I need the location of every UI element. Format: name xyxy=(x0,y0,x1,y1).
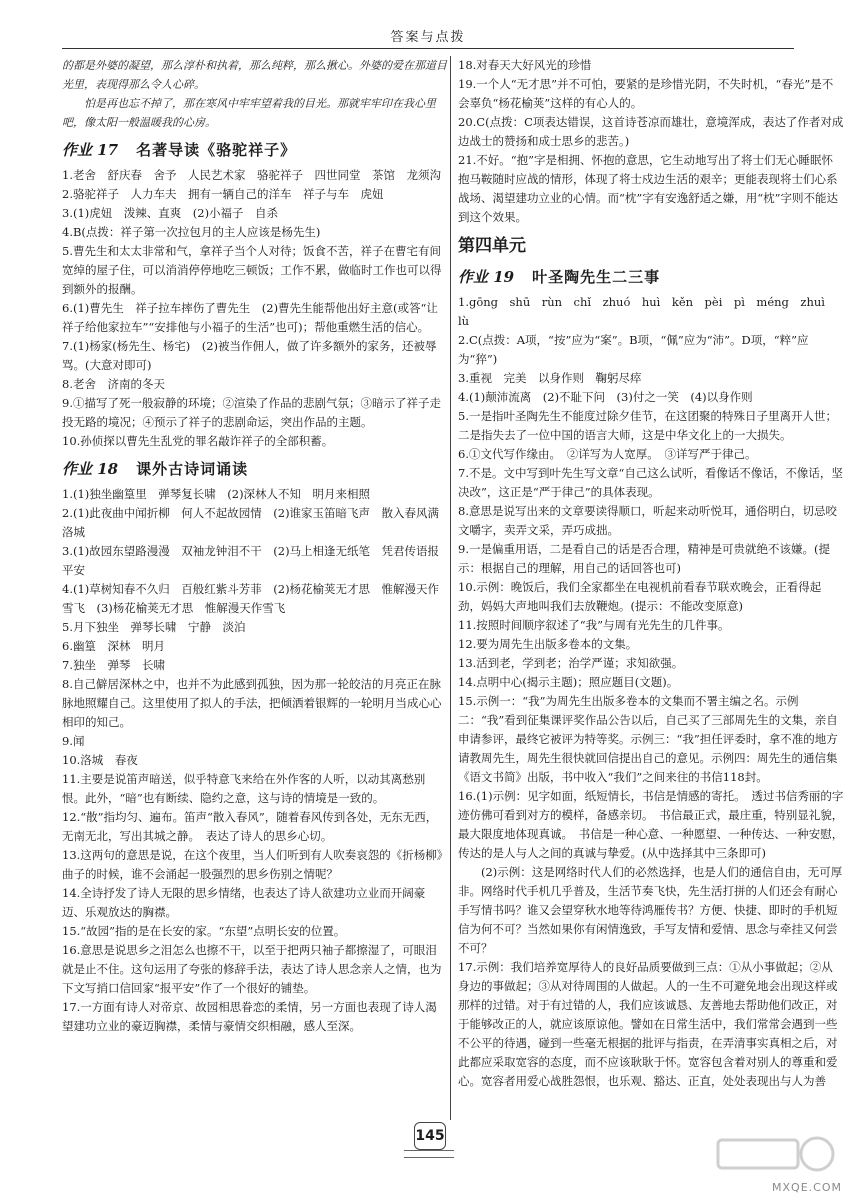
answer-list xyxy=(62,166,448,451)
answer-item: 20.C(点拨：C项表达错误，这首诗苍凉而雄壮，意境浑成，表达了作者对成边战士的赞扬和成士思乡的悲苦。) xyxy=(458,115,844,148)
answer-item: 2.C(点拨：A项，“按”应为“案”。B项，“佩”应为“沛”。D项，“粹”应为“猝”) xyxy=(458,333,809,366)
answer-item: 7.独坐 弹琴 长啸 xyxy=(62,658,165,672)
answer-item: 2.骆驼祥子 人力车夫 拥有一辆自己的洋车 祥子与车 虎妞 xyxy=(62,187,384,201)
answer-item: 13.活到老，学到老；治学严谨；求知欲强。 xyxy=(458,656,684,670)
answer-item: 6.幽篁 深林 明月 xyxy=(62,639,165,653)
answer-list xyxy=(458,56,844,227)
answer-item: 1.gōng shū rùn chǐ zhuó huì kěn pèi pì méng zhuì lù xyxy=(458,295,837,328)
answer-item: 8.自己僻居深林之中，也并不为此感到孤独，因为那一轮皎洁的月亮正在脉脉地照耀自己。这里使用了拟人的手法，把倾洒着银辉的一轮明月当成心心相印的知己。 xyxy=(62,677,442,729)
answer-item: 5.曹先生和太太非常和气，拿祥子当个人对待；饭食不苦，祥子在曹宅有间宽绰的屋子住，可以消消停停地吃三顿饭；工作不累，做临时工作也可以得到额外的报酬。 xyxy=(62,244,442,296)
answer-item: 8.意思是说写出来的文章要读得顺口，听起来动听悦耳，通俗明白，切忌咬文嚼字，卖弄文采，弄巧成拙。 xyxy=(458,504,837,537)
answer-item: 5.一是指叶圣陶先生不能度过除夕佳节，在这团聚的特殊日子里离开人世；二是指失去了一位中国的语言大师，这是中华文化上的一大损失。 xyxy=(458,409,837,442)
essay-paragraph: 的都是外婆的凝望，那么淳朴和执着，那么纯粹，那么揪心。外婆的爱在那道目光里，表现得那么令人心碎。 xyxy=(62,59,447,91)
left-column xyxy=(62,56,448,1036)
homework-title: 课外古诗词诵读 xyxy=(136,460,249,478)
essay-paragraph: 怕是再也忘不掉了，那在寒风中牢牢望着我的目光。那就牢牢印在我心里吧，像太阳一般温暖我的心房。 xyxy=(62,97,436,129)
header-title: 答案与点拨 xyxy=(390,30,466,45)
answer-item: 15.“故园”指的是在长安的家。“东望”点明长安的位置。 xyxy=(62,924,346,938)
answer-item: 3.重视 完美 以身作则 鞠躬尽瘁 xyxy=(458,371,642,385)
answer-item: 9.①描写了死一般寂静的环境；②渲染了作品的悲剧气氛；③暗示了祥子走投无路的境况；④预示了祥子的悲剧命运，突出作品的主题。 xyxy=(62,396,441,429)
answer-item: 19.一个人“无才思”并不可怕，要紧的是珍惜光阴，不失时机，“春光”是不会辜负“杨花榆荚”这样的有心人的。 xyxy=(458,77,834,110)
answer-item: 9.闻 xyxy=(62,734,85,748)
answer-item: 3.(1)故园东望路漫漫 双袖龙钟泪不干 (2)马上相逢无纸笔 凭君传语报平安 xyxy=(62,544,440,577)
answer-item: 4.(1)草树知春不久归 百般红紫斗芳菲 (2)杨花榆荚无才思 惟解漫天作雪飞 (3)杨花榆荚无才思 惟解漫天作雪飞 xyxy=(62,582,440,615)
page-header xyxy=(62,26,794,49)
answer-item: 1.(1)独坐幽篁里 弹琴复长啸 (2)深林人不知 明月来相照 xyxy=(62,487,371,501)
answer-item: 11.按照时间顺序叙述了“我”与周有光先生的几件事。 xyxy=(458,618,730,632)
answer-item: 16.意思是说思乡之泪怎么也擦不干，以至于把两只袖子都擦湿了，可眼泪就是止不住。这句运用了夸张的修辞手法，表达了诗人思念亲人之情，也为下文写捎口信回家“报平安”作了一个很好的铺垫。 xyxy=(62,943,442,995)
homework-heading xyxy=(62,458,448,480)
answer-item: 4.(1)颠沛流离 (2)不耻下问 (3)付之一笑 (4)以身作则 xyxy=(458,390,753,404)
answer-item: 5.月下独坐 弹琴长啸 宁静 淡泊 xyxy=(62,620,246,634)
answer-item: 17.一方面有诗人对帝京、故园相思眷恋的柔情，另一方面也表现了诗人渴望建功立业的豪迈胸襟，柔情与豪情交织相融，感人至深。 xyxy=(62,1000,437,1033)
answer-item: 7.(1)杨家(杨先生、杨宅) (2)被当作佣人，做了许多额外的家务，还被辱骂。(大意对即可) xyxy=(62,339,437,372)
page-number-ornament xyxy=(404,1150,454,1158)
watermark-text: MXQE.COM xyxy=(772,1181,842,1194)
answer-item: 14.点明中心(揭示主题)；照应题目(文题)。 xyxy=(458,675,679,689)
column-divider xyxy=(450,56,451,1120)
answer-item: 10.孙侦探以曹先生乱党的罪名敲诈祥子的全部积蓄。 xyxy=(62,434,334,448)
answer-item: 11.主要是说笛声暗送，似乎特意飞来给在外作客的人听，以动其离愁别恨。此外，“暗”也有断续、隐约之意，这与诗的情境是一致的。 xyxy=(62,772,426,805)
answer-item: 10.洛城 春夜 xyxy=(62,753,138,767)
answer-list xyxy=(458,293,844,1091)
answer-item: 15.示例一：“我”为周先生出版多卷本的文集而不署主编之名。示例二：“我”看到征集课评奖作品公告以后，自己买了三部周先生的文集，亲自申请参评，最终它被评为特等奖。示例三：“我”担任评委时，拿不准的地方请教周先生，周先生很快就回信提出自己的意见。示例四：周先生的通信集《语文书简》出版，书中收入“我们”之间来往的书信118封。 xyxy=(458,694,838,784)
answer-item: 2.(1)此夜曲中闻折柳 何人不起故园情 (2)谁家玉笛暗飞声 散入春风满洛城 xyxy=(62,506,440,539)
homework-number: 作业 18 xyxy=(62,460,119,478)
answer-item: 3.(1)虎妞 泼辣、直爽 (2)小福子 自杀 xyxy=(62,206,279,220)
unit-heading: 第四单元 xyxy=(458,236,526,256)
answer-item: 4.B(点拨：祥子第一次拉包月的主人应该是杨先生) xyxy=(62,225,321,239)
right-column xyxy=(458,56,844,1091)
answer-item: 16.(1)示例：见字如面，纸短情长，书信是情感的寄托。 透过书信秀丽的字迹仿佛可看到对方的模样，备感亲切。 书信最正式，最庄重，特别显礼貌，最大限度地体现真诚。 书信是一种心意、一种愿望、一种传达、一种安慰，传达的是人与人之间的真诚与挚爱。(从中选择其中三条即可) xyxy=(458,789,844,860)
answer-item: 21.不好。“抱”字是相拥、怀抱的意思，它生动地写出了将士们无心睡眠怀抱马鞍随时应战的情形，体现了将士戍边生活的艰辛；更能表现将士们心系战场、渴望建功立业的心情。而“枕”字有安逸舒适之嫌，用“枕”字则不能达到这个效果。 xyxy=(458,153,839,224)
watermark-logo-icon xyxy=(712,1132,842,1188)
answer-item: 14.全诗抒发了诗人无限的思乡情绪，也表达了诗人欲建功立业而开阔豪迈、乐观放达的胸襟。 xyxy=(62,886,426,919)
answer-item: 18.对春天大好风光的珍惜 xyxy=(458,58,592,72)
answer-item: 8.老舍 济南的冬天 xyxy=(62,377,165,391)
homework-number: 作业 17 xyxy=(62,141,119,159)
page-number: 145 xyxy=(414,1122,446,1150)
answer-item: 10.示例：晚饭后，我们全家都坐在电视机前看春节联欢晚会，正看得起劲，妈妈大声地叫我们去放鞭炮。(提示：不能改变原意) xyxy=(458,580,822,613)
homework-title: 名著导读《骆驼祥子》 xyxy=(136,141,297,159)
homework-number: 作业 19 xyxy=(458,268,515,286)
answer-item: 13.这两句的意思是说，在这个夜里，当人们听到有人吹奏哀怨的《折杨柳》曲子的时候，谁不会涌起一股强烈的思乡伤别之情呢？ xyxy=(62,848,443,881)
answer-list xyxy=(62,485,448,1036)
answer-item: 6.(1)曹先生 祥子拉车摔伤了曹先生 (2)曹先生能帮他出好主意(或答“让祥子给他家拉车”“安排他与小福子的生活”也可)；帮他重燃生活的信心。 xyxy=(62,301,438,334)
answer-item: 17.示例：我们培养宽厚待人的良好品质要做到三点：①从小事做起；②从身边的事做起；③从对待周围的人做起。人的一生不可避免地会出现这样或那样的过错。对于有过错的人，我们应该诚恳、友善地去帮助他们改正，对于能够改正的人，就应该原谅他。譬如在日常生活中，我们常常会遇到一些不公平的待遇，碰到一些毫无根据的批评与指责，在弄清事实真相之后，对此都应采取宽容的态度，而不应该耿耿于怀。宽容包含着对别人的尊重和爱心。宽容者用爱心战胜怨恨，也乐观、豁达、正直，处处表现出与人为善 xyxy=(458,960,838,1088)
answer-item: 12.“散”指均匀、遍布。笛声“散入春风”，随着春风传到各处，无东无西，无南无北，写出其城之静。 表达了诗人的思乡心切。 xyxy=(62,810,438,843)
answer-item: 6.①文代写作缘由。 ②详写为人宽厚。 ③详写严于律己。 xyxy=(458,447,757,461)
homework-title: 叶圣陶先生二三事 xyxy=(532,268,661,286)
answer-item: 7.不是。文中写到叶先生写文章“自己这么试听，看像话不像话，不像话，坚决改”，这正是“严于律己”的具体表现。 xyxy=(458,466,843,499)
answer-item: 12.要为周先生出版多卷本的文集。 xyxy=(458,637,638,651)
answer-item: (2)示例：这是网络时代人们的必然选择，也是人们的通信自由，无可厚非。网络时代手机几乎普及，生活节奏飞快，先生活打拼的人们还会有耐心手写情书吗？谁又会望穿秋水地等待鸿雁传书？方便、快捷、即时的手机短信为何不可？当然如果你有闲情逸致，手写友情和爱情、思念与牵挂又何尝不可？ xyxy=(458,865,843,955)
answer-item: 9.一是偏重用语，二是看自己的话是否合理，精神是可贵就绝不该嫌。(提示：根据自己的理解，用自己的话回答也可) xyxy=(458,542,830,575)
homework-heading xyxy=(458,266,844,288)
answer-item: 1.老舍 舒庆春 舍予 人民艺术家 骆驼祥子 四世同堂 茶馆 龙须沟 xyxy=(62,168,441,182)
homework-heading xyxy=(62,139,448,161)
